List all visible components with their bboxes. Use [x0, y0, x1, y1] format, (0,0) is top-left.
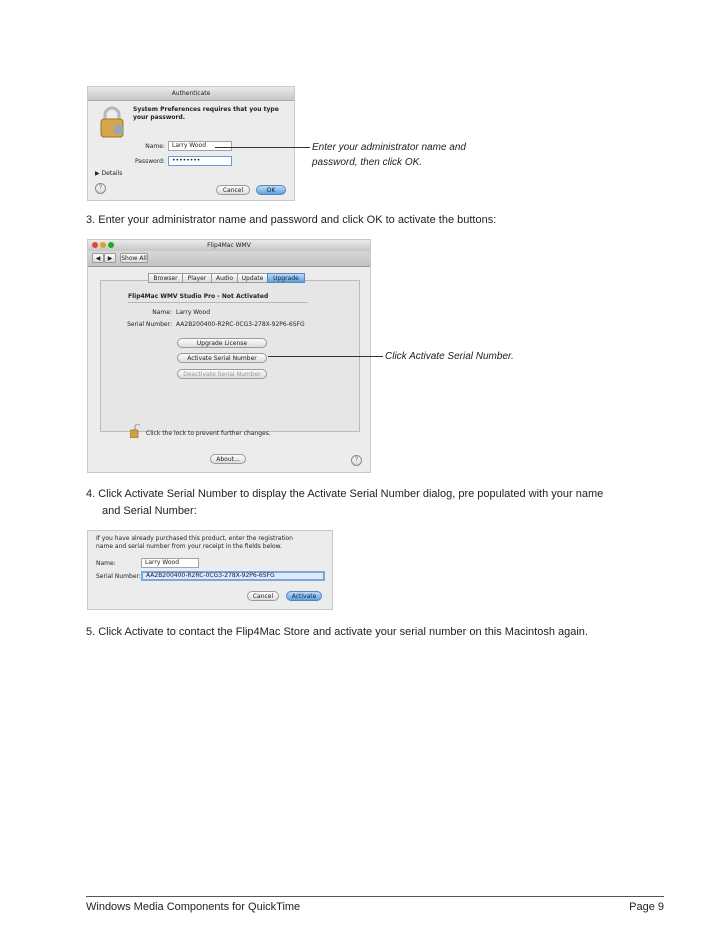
activate-button[interactable]: Activate — [286, 591, 322, 601]
step-4-line-2: and Serial Number: — [102, 505, 197, 517]
step-5-text: 5. Click Activate to contact the Flip4Mac Store and activate your serial number on this Macintosh again. — [86, 626, 588, 638]
footer-left: Windows Media Components for QuickTime — [86, 901, 301, 913]
callout-enter-credentials — [312, 140, 562, 170]
product-title: Flip4Mac WMV Studio Pro - Not Activated — [128, 293, 269, 300]
prefs-name-value: Larry Wood — [176, 309, 211, 316]
tab-player[interactable]: Player — [182, 273, 211, 283]
tab-update[interactable]: Update — [237, 273, 267, 283]
callout-line-1: Enter your administrator name and — [312, 142, 466, 153]
footer-divider — [86, 896, 664, 897]
details-label: Details — [101, 170, 123, 177]
show-all-button[interactable]: Show All — [121, 255, 147, 262]
activate-serial-field[interactable]: AA2B200400-R2RC-0CG3-278X-92P6-6SFG — [141, 571, 325, 581]
auth-name-field[interactable]: Larry Wood — [168, 141, 232, 151]
prefs-name-label: Name: — [152, 309, 172, 316]
nav-forward-button[interactable]: ▶ — [104, 253, 116, 263]
close-window-icon[interactable] — [92, 242, 98, 248]
tab-audio[interactable]: Audio — [211, 273, 237, 283]
prefs-title: Flip4Mac WMV — [207, 242, 251, 249]
callout-activate-connector — [268, 356, 383, 357]
upgrade-license-button[interactable]: Upgrade License — [177, 338, 267, 348]
auth-password-field[interactable]: •••••••• — [168, 156, 232, 166]
prefs-toolbar — [88, 251, 370, 267]
about-button[interactable]: About... — [210, 454, 246, 464]
activate-serial-label: Serial Number: — [96, 573, 141, 580]
auth-title-bar — [88, 87, 294, 101]
disclosure-triangle-icon: ▶ — [95, 170, 100, 177]
auth-cancel-button[interactable]: Cancel — [216, 185, 250, 195]
activate-name-field[interactable]: Larry Wood — [141, 558, 199, 568]
minimize-window-icon[interactable] — [100, 242, 106, 248]
callout-line-2: password, then click OK. — [312, 157, 423, 168]
product-title-divider — [128, 302, 308, 303]
activate-name-label: Name: — [96, 560, 116, 567]
step-4-text — [86, 486, 696, 520]
auth-ok-button[interactable]: OK — [256, 185, 286, 195]
activate-serial-button[interactable]: Activate Serial Number — [177, 353, 267, 363]
activate-message — [96, 535, 293, 551]
lock-message: Click the lock to prevent further changes. — [146, 430, 271, 437]
auth-password-label: Password: — [134, 158, 165, 165]
deactivate-serial-button[interactable]: Deactivate Serial Number — [177, 369, 267, 379]
callout-connector-line — [215, 147, 310, 148]
auth-help-button[interactable]: ? — [95, 183, 106, 194]
activate-message-line-1: If you have already purchased this product, enter the registration — [96, 535, 293, 542]
prefs-serial-label: Serial Number: — [127, 321, 172, 328]
prefs-help-button[interactable]: ? — [351, 455, 362, 466]
step-4-line-1: 4. Click Activate Serial Number to display the Activate Serial Number dialog, pre populated with your name — [86, 488, 604, 500]
footer-page-number: Page 9 — [629, 901, 664, 913]
zoom-window-icon[interactable] — [108, 242, 114, 248]
lock-icon[interactable] — [130, 424, 140, 438]
auth-title: Authenticate — [171, 90, 211, 97]
activate-message-line-2: name and serial number from your receipt in the fields below. — [96, 543, 282, 550]
nav-back-button[interactable]: ◀ — [92, 253, 104, 263]
step-3-text: 3. Enter your administrator name and password and click OK to activate the buttons: — [86, 214, 497, 226]
callout-activate-serial: Click Activate Serial Number. — [385, 351, 514, 362]
padlock-icon — [98, 105, 126, 139]
tab-upgrade[interactable]: Upgrade — [267, 273, 305, 283]
activate-serial-dialog-screenshot — [87, 530, 333, 610]
auth-message: System Preferences requires that you type your password. — [133, 106, 279, 121]
activate-cancel-button[interactable]: Cancel — [247, 591, 279, 601]
tab-browser[interactable]: Browser — [148, 273, 182, 283]
auth-name-label: Name: — [145, 143, 165, 150]
prefs-serial-value: AA2B200400-R2RC-0CG3-278X-92P6-6SFG — [176, 321, 305, 328]
prefs-tab-bar — [148, 273, 305, 284]
authenticate-dialog-screenshot — [87, 86, 295, 201]
details-disclosure[interactable] — [95, 170, 122, 177]
